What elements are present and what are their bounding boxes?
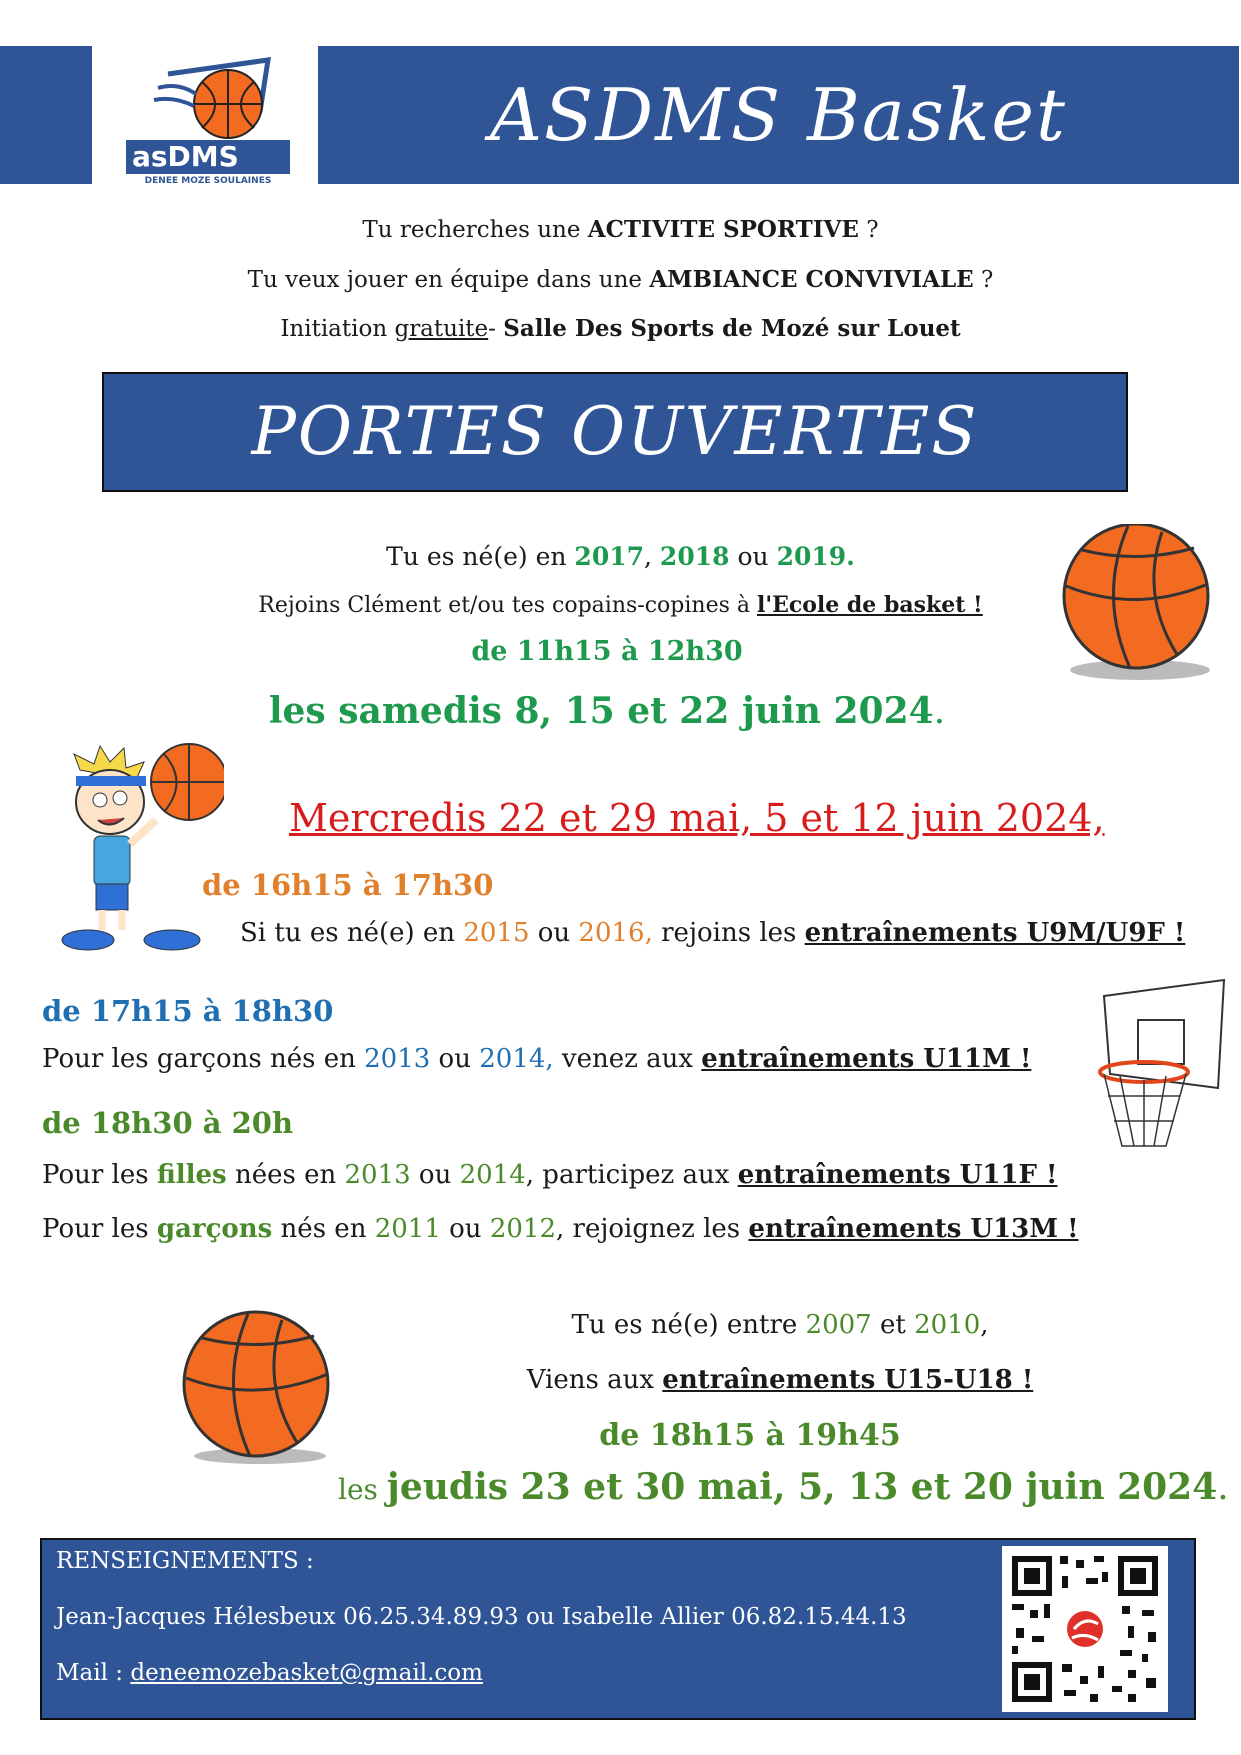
u15-time: de 18h15 à 19h45 (599, 1418, 901, 1453)
u11f-time: de 18h30 à 20h (42, 1106, 294, 1140)
u15-line-2: Viens aux entraînements U15-U18 ! (526, 1365, 1034, 1395)
ecole-line-2: Rejoins Clément et/ou tes copains-copines à l'Ecole de basket ! (258, 592, 983, 618)
u15-dates: les jeudis 23 et 30 mai, 5, 13 et 20 juin 2024. (338, 1466, 1229, 1508)
intro-line-3: Initiation gratuite- Salle Des Sports de Mozé sur Louet (280, 315, 961, 342)
page-title: ASDMS Basket (490, 73, 1067, 157)
cartoon-player-icon (44, 740, 224, 960)
logo (118, 52, 298, 190)
ecole-time: de 11h15 à 12h30 (471, 636, 743, 667)
header-title-bar (318, 46, 1239, 184)
qr-code[interactable] (1002, 1546, 1168, 1712)
logo-subtitle: DENEE MOZE SOULAINES (144, 176, 272, 186)
mail-link[interactable]: deneemozebasket@gmail.com (130, 1660, 483, 1686)
basketball-icon-2 (176, 1308, 336, 1468)
u11f-line: Pour les filles nées en 2013 ou 2014, participez aux entraînements U11F ! (42, 1160, 1058, 1190)
intro-line-2: Tu veux jouer en équipe dans une AMBIANCE CONVIVIALE ? (247, 266, 994, 293)
basketball-icon (1058, 524, 1218, 684)
u9-line: Si tu es né(e) en 2015 ou 2016, rejoins les entraînements U9M/U9F ! (240, 918, 1186, 948)
u11m-line: Pour les garçons nés en 2013 ou 2014, venez aux entraînements U11M ! (42, 1044, 1032, 1074)
qr-code-icon (1002, 1546, 1168, 1712)
header-left-strip (0, 46, 92, 184)
portes-ouvertes-banner (102, 372, 1128, 492)
ecole-line-1: Tu es né(e) en 2017, 2018 ou 2019. (386, 542, 855, 571)
logo-text: asDMS (132, 140, 239, 173)
u9-time: de 16h15 à 17h30 (202, 868, 494, 902)
wednesday-title: Mercredis 22 et 29 mai, 5 et 12 juin 2024, (289, 796, 1105, 840)
banner-title: PORTES OUVERTES (251, 393, 979, 470)
ecole-dates: les samedis 8, 15 et 22 juin 2024. (268, 690, 946, 732)
u15-line-1: Tu es né(e) entre 2007 et 2010, (571, 1310, 989, 1340)
footer-contacts: Jean-Jacques Hélesbeux 06.25.34.89.93 ou Isabelle Allier 06.82.15.44.13 (56, 1604, 907, 1630)
intro-line-1: Tu recherches une ACTIVITE SPORTIVE ? (362, 216, 879, 243)
footer-heading: RENSEIGNEMENTS : (56, 1548, 314, 1574)
basketball-hoop-icon (1094, 976, 1234, 1156)
footer-info-box (40, 1538, 1196, 1720)
footer-mail: Mail : deneemozebasket@gmail.com (56, 1660, 483, 1686)
u11m-time: de 17h15 à 18h30 (42, 994, 334, 1028)
u13-line: Pour les garçons nés en 2011 ou 2012, rejoignez les entraînements U13M ! (42, 1214, 1079, 1244)
